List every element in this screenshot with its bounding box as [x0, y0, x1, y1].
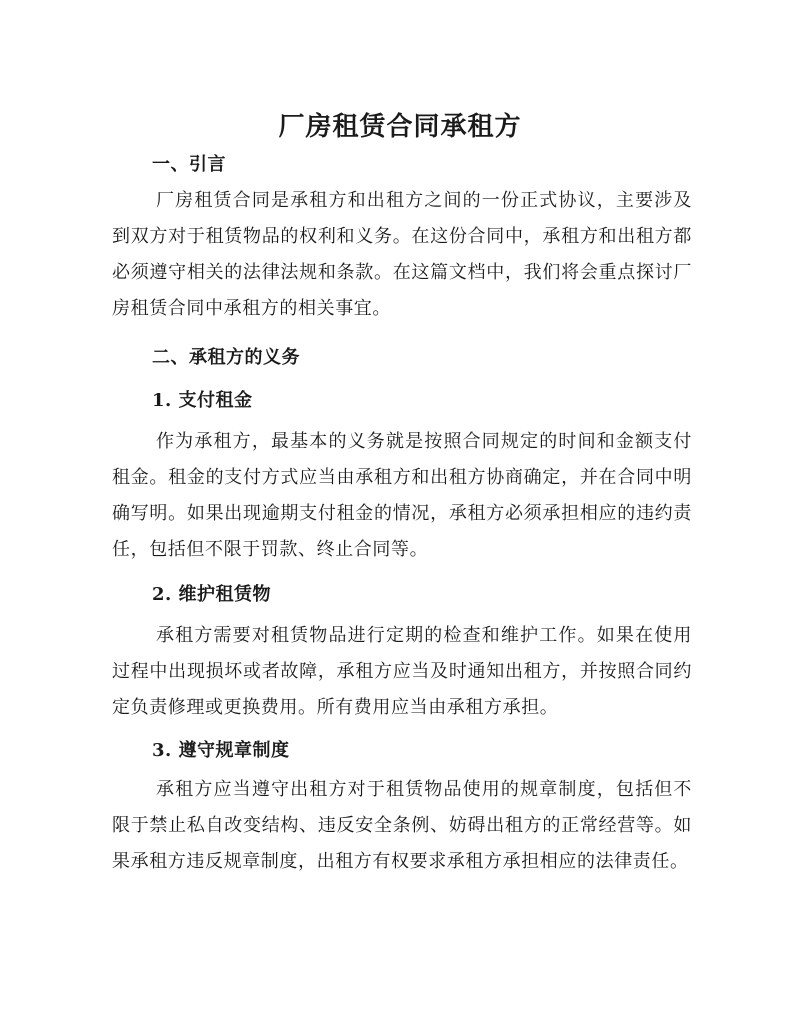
paragraph-maintain-property: 承租方需要对租赁物品进行定期的检查和维护工作。如果在使用过程中出现损坏或者故障，承租方应当及时通知出租方，并按照合同约定负责修理或更换费用。所有费用应当由承租方承担。: [112, 625, 692, 718]
subheading-maintain-property: 2. 维护租赁物: [152, 584, 272, 605]
paragraph-introduction: 厂房租赁合同是承租方和出租方之间的一份正式协议，主要涉及到双方对于租赁物品的权利和义务。在这份合同中，承租方和出租方都必须遵守相关的法律法规和条款。在这篇文档中，我们将会重点探讨厂房租赁合同中承租方的相关事宜。: [112, 190, 692, 319]
section-heading-introduction: 一、引言: [152, 154, 226, 175]
document-title: 厂房租赁合同承租方: [278, 112, 522, 142]
paragraph-follow-rules: 承租方应当遵守出租方对于租赁物品使用的规章制度，包括但不限于禁止私自改变结构、违反安全条例、妨碍出租方的正常经营等。如果承租方违反规章制度，出租方有权要求承租方承担相应的法律责任。: [112, 779, 692, 872]
paragraph-pay-rent: 作为承租方，最基本的义务就是按照合同规定的时间和金额支付租金。租金的支付方式应当由承租方和出租方协商确定，并在合同中明确写明。如果出现逾期支付租金的情况，承租方必须承担相应的违约责任，包括但不限于罚款、终止合同等。: [112, 431, 692, 560]
subheading-pay-rent: 1. 支付租金: [152, 390, 253, 411]
section-heading-tenant-obligations: 二、承租方的义务: [152, 347, 300, 368]
subheading-follow-rules: 3. 遵守规章制度: [152, 740, 290, 761]
